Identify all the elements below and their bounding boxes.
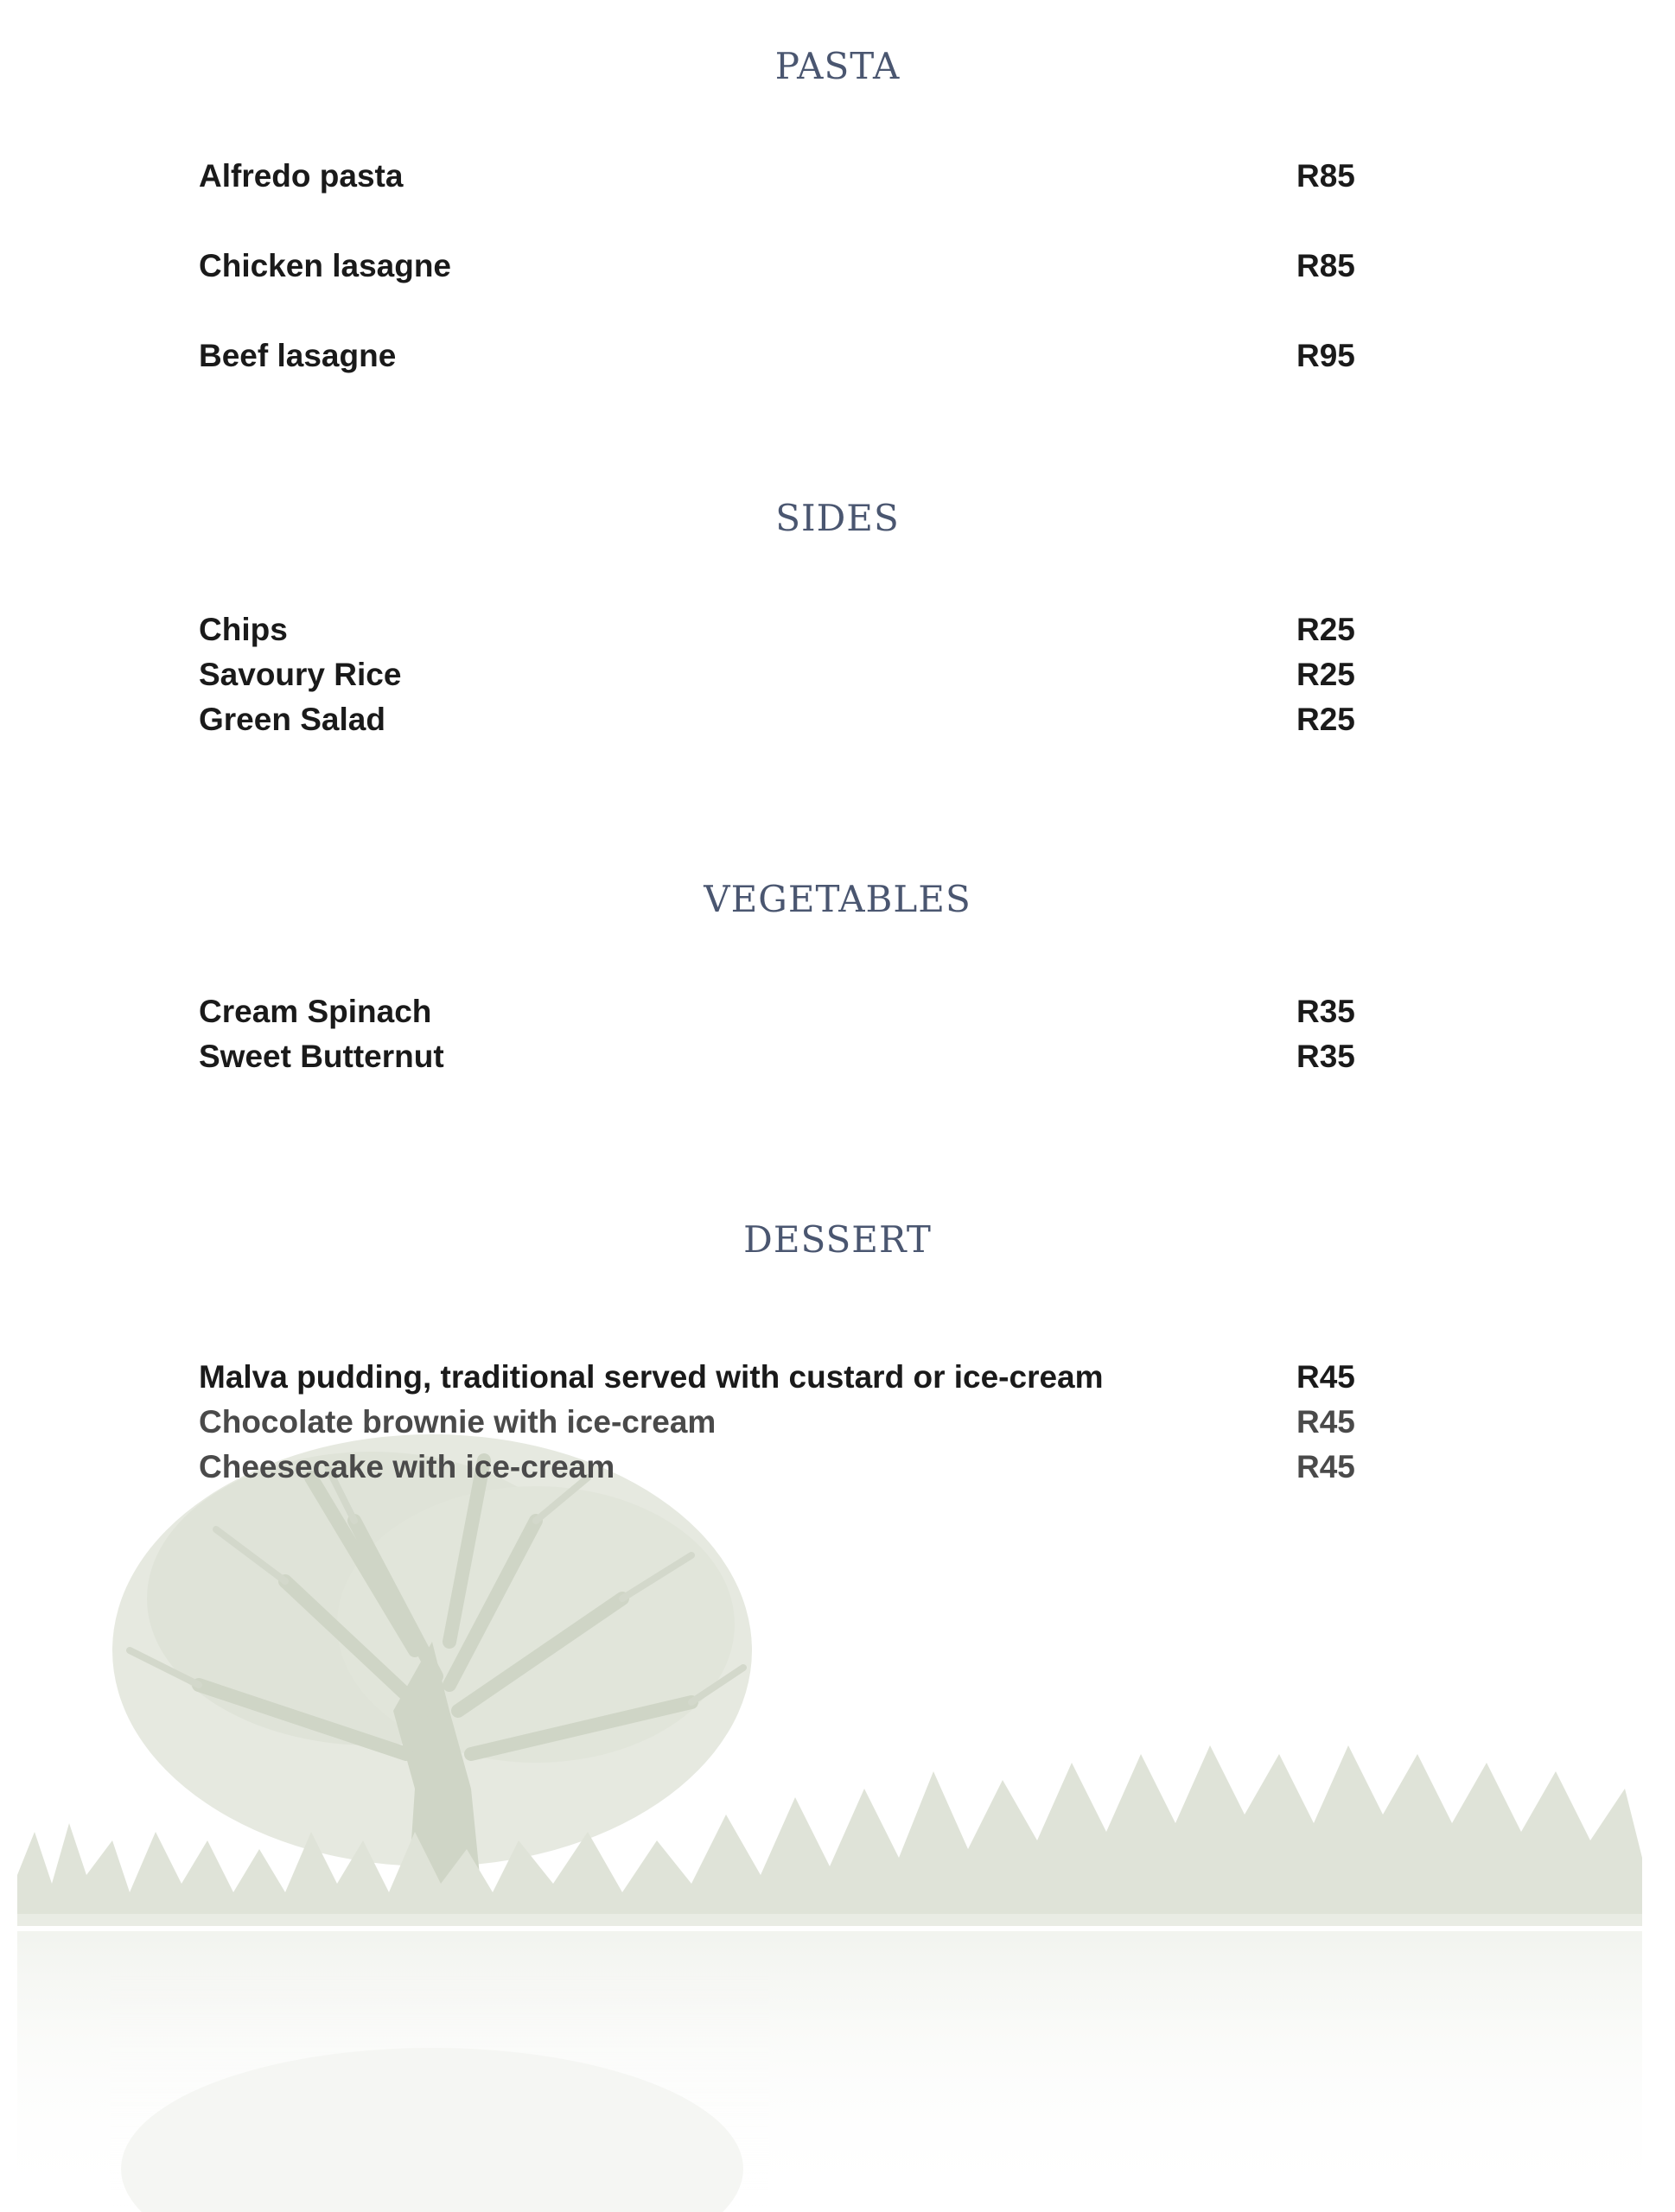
menu-item xyxy=(199,697,1366,742)
menu-item xyxy=(199,244,1366,289)
menu-item xyxy=(199,607,1366,652)
item-name: Green Salad xyxy=(199,702,385,737)
menu-item xyxy=(199,1445,1366,1490)
tree-grass-illustration xyxy=(0,1426,1675,2212)
menu-item xyxy=(199,1355,1366,1400)
item-price: R45 xyxy=(1296,1359,1355,1395)
item-name: Beef lasagne xyxy=(199,338,397,373)
item-price: R45 xyxy=(1296,1449,1355,1484)
menu-item xyxy=(199,154,1366,199)
item-name: Chips xyxy=(199,612,288,647)
item-name: Sweet Butternut xyxy=(199,1039,444,1074)
menu-item xyxy=(199,652,1366,697)
item-price: R25 xyxy=(1296,702,1355,737)
menu-item xyxy=(199,989,1366,1034)
item-price: R35 xyxy=(1296,994,1355,1029)
item-name: Savoury Rice xyxy=(199,657,402,692)
item-name: Cream Spinach xyxy=(199,994,432,1029)
item-name: Malva pudding, traditional served with custard or ice-cream xyxy=(199,1359,1104,1395)
item-price: R85 xyxy=(1296,158,1355,194)
menu-item xyxy=(199,334,1366,378)
item-price: R85 xyxy=(1296,248,1355,283)
item-name: Chicken lasagne xyxy=(199,248,452,283)
item-price: R35 xyxy=(1296,1039,1355,1074)
item-price: R95 xyxy=(1296,338,1355,373)
item-name: Cheesecake with ice-cream xyxy=(199,1449,615,1484)
item-price: R25 xyxy=(1296,612,1355,647)
section-title-sides: SIDES xyxy=(775,497,900,539)
section-title-vegetables: VEGETABLES xyxy=(704,878,971,920)
menu-item xyxy=(199,1034,1366,1079)
section-title-pasta: PASTA xyxy=(774,45,901,87)
menu-item xyxy=(199,1400,1366,1445)
item-price: R25 xyxy=(1296,657,1355,692)
item-name: Alfredo pasta xyxy=(199,158,404,194)
section-title-dessert: DESSERT xyxy=(743,1218,932,1261)
item-name: Chocolate brownie with ice-cream xyxy=(199,1404,716,1440)
item-price: R45 xyxy=(1296,1404,1355,1440)
